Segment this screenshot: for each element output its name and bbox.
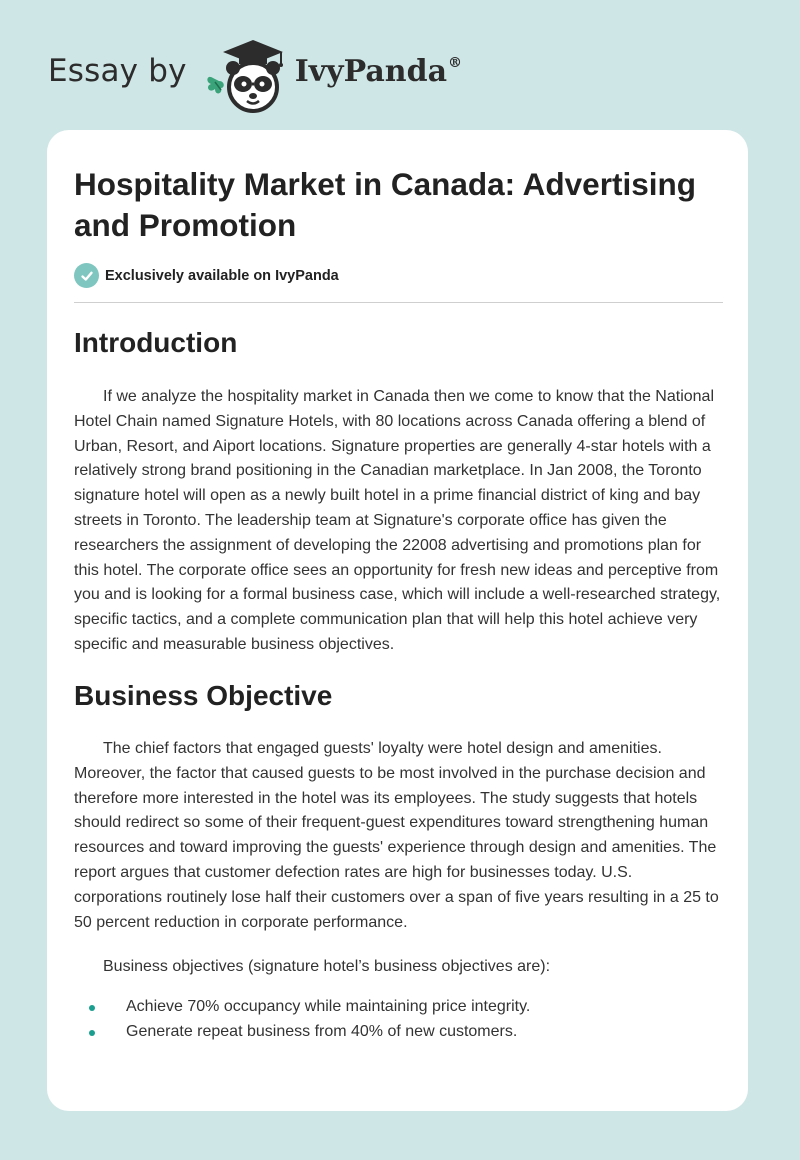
brand-text: IvyPanda	[294, 53, 448, 89]
introduction-text: If we analyze the hospitality market in Canada then we come to know that the National Hotel Chain named Signature Hotels, with 80 locations across Canada offering a blend of Urban, Resort, and Aiport locations. Signature properties are generally 4-star hotels with a relatively strong brand positioning in the Canadian marketplace. In Jan 2008, the Toronto signature hotel will open as a newly built hotel in a prime financial district of king and bay streets in Toronto. The leadership team at Signature's corporate office has given the researchers the assignment of developing the 22008 advertising and promotions plan for this hotel. The corporate office sees an opportunity for fresh new ideas and perceptive from you and is looking for a formal business case, which will include a well-researched strategy, specific tactics, and a complete communication plan that will help this hotel achieve very specific and measurable business objectives.	[74, 388, 721, 653]
business-objectives-intro-text: Business objectives (signature hotel’s business objectives are):	[103, 958, 551, 975]
essay-by-label: Essay by	[48, 53, 187, 89]
exclusive-badge-label: Exclusively available on IvyPanda	[105, 267, 339, 284]
section-heading-business-objective: Business Objective	[74, 680, 333, 711]
list-item	[74, 995, 724, 1020]
section-heading-introduction: Introduction	[74, 327, 238, 358]
bullet-dot-icon	[89, 1030, 95, 1036]
essay-card	[47, 130, 748, 1111]
exclusive-badge	[74, 263, 339, 288]
title-divider	[74, 302, 723, 303]
essay-title: Hospitality Market in Canada: Advertising and Promotion	[74, 166, 696, 243]
panda-graduate-icon[interactable]	[201, 34, 293, 114]
bullet-dot-icon	[89, 1005, 95, 1011]
list-item	[74, 1020, 724, 1045]
introduction-paragraph	[74, 385, 724, 658]
brand-name[interactable]	[295, 54, 462, 89]
list-item-text: Achieve 70% occupancy while maintaining price integrity.	[126, 998, 531, 1015]
business-objective-paragraph	[74, 737, 724, 935]
objectives-list	[74, 995, 724, 1045]
list-item-text: Generate repeat business from 40% of new customers.	[126, 1022, 518, 1040]
site-header	[48, 34, 462, 114]
business-objective-text: The chief factors that engaged guests' loyalty were hotel design and amenities. Moreover, the factor that caused guests to be most involved in the purchase decision and therefore more interested in the hotel was its employees. The study suggests that hotels should redirect so some of their frequent-guest expenditures toward strengthening human resources and toward improving the guests' experience through design and amenities. The report argues that customer defection rates are high for businesses today. U.S. corporations routinely lose half their customers over a span of five years resulting in a 25 to 50 percent reduction in corporate performance.	[74, 740, 719, 931]
check-icon	[74, 263, 99, 288]
business-objectives-intro	[74, 955, 724, 980]
registered-mark: ®	[448, 54, 463, 71]
